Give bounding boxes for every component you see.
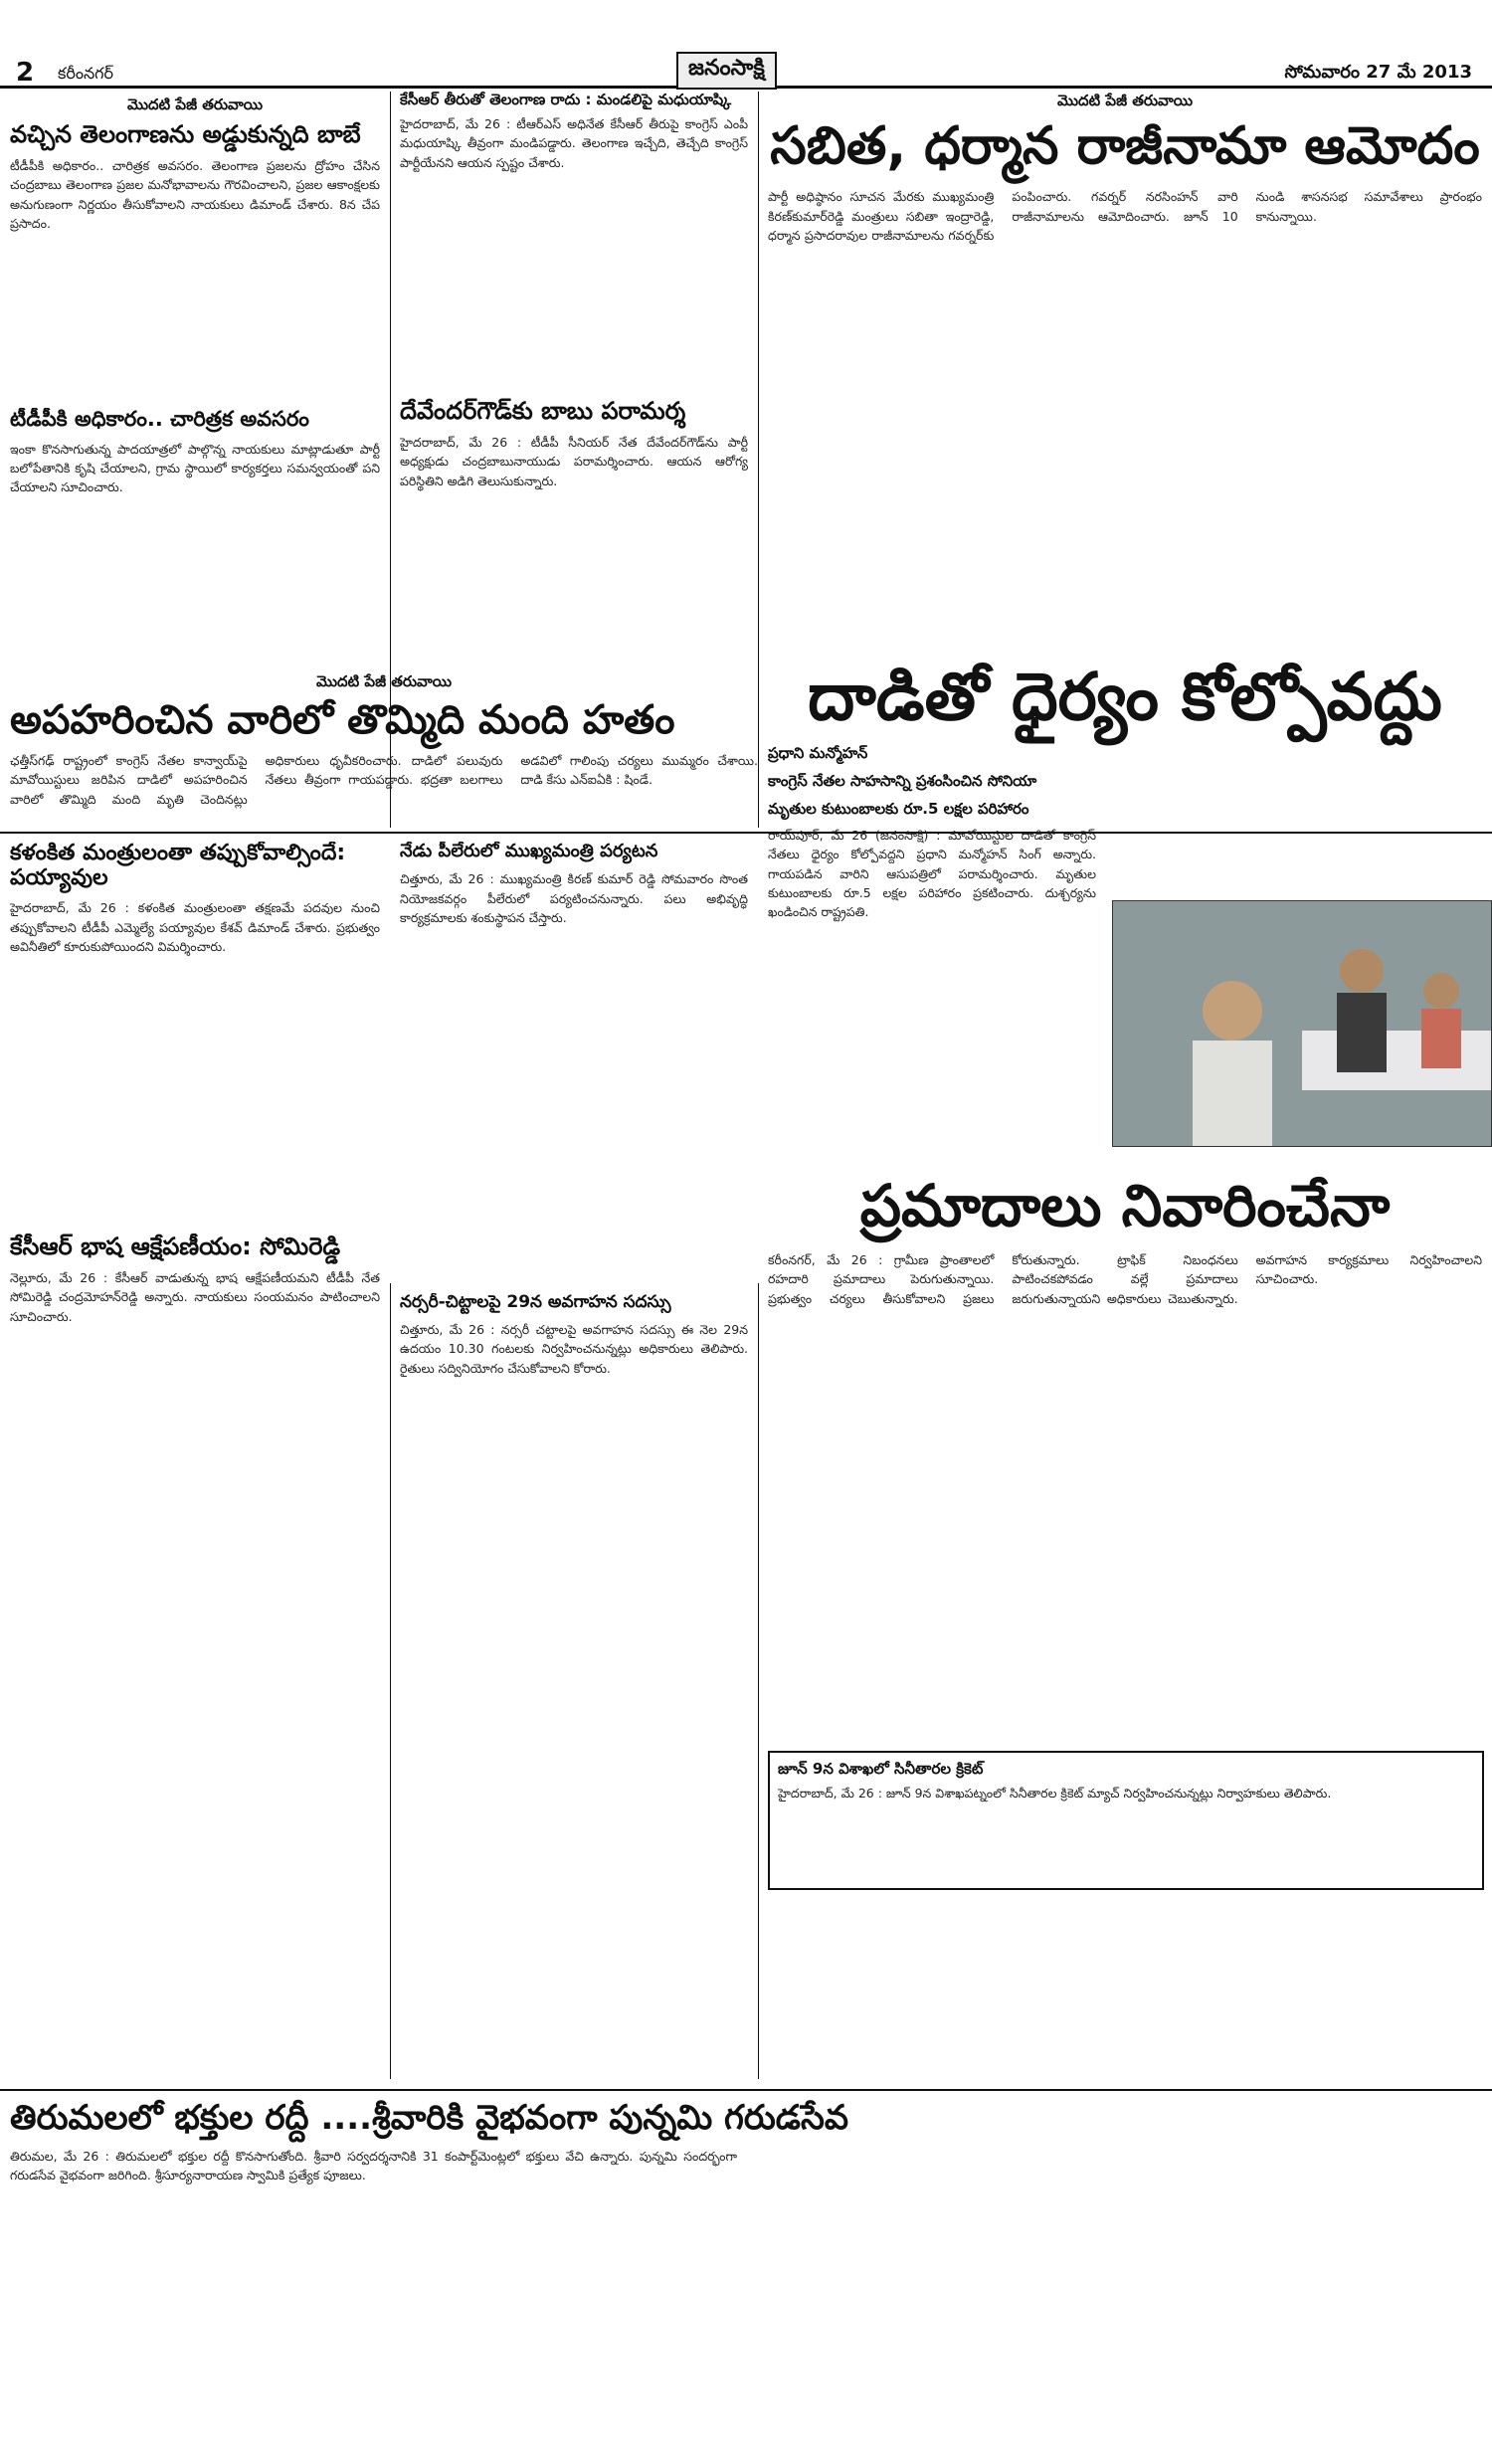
headline: వచ్చిన తెలంగాణను అడ్డుకున్నది బాబే <box>10 120 361 148</box>
column-rule <box>758 1283 759 2079</box>
section-rule <box>0 2089 1492 2091</box>
headline: కేసీఆర్ భాష ఆక్షేపణీయం: సోమిరెడ్డి <box>10 1233 341 1260</box>
headline: నర్సరీ-చిట్టాలపై 29న అవగాహన సదస్సు <box>400 1293 671 1312</box>
hospital-photo <box>1112 900 1492 1147</box>
headline: కేసీఆర్ తీరుతో తెలంగాణ రాదు : మండలిపై మధుయాష్కి <box>400 92 732 108</box>
article-cine-cricket <box>768 1751 1484 1890</box>
article-body: నెల్లూరు, మే 26 : కేసీఆర్ వాడుతున్న భాష ఆక్షేపణీయమని టీడీపీ నేత సోమిరెడ్డి చంద్రమోహన్‌రెడ్డి అన్నారు. నాయకులు సంయమనం పాటించాలని సూచించారు. <box>10 1269 380 1324</box>
article-body: కరీంనగర్, మే 26 : గ్రామీణ ప్రాంతాలలో రహదారి ప్రమాదాలు పెరుగుతున్నాయి. ప్రభుత్వం చర్యలు తీసుకోవాలని ప్రజలు కోరుతున్నారు. ట్రాఫిక్ నిబంధనలు పాటించకపోవడం వల్లే ప్రమాదాలు జరుగుతున్నాయని అధికారులు చెబుతున్నారు. అవగాహన కార్యక్రమాలు నిర్వహించాలని సూచించారు. <box>768 1251 1482 1306</box>
subheadline: మృతుల కుటుంబాలకు రూ.5 లక్షల పరిహారం <box>768 799 1029 818</box>
newspaper-logo: జనంసాక్షి <box>676 52 777 90</box>
article-tainted-ministers <box>10 842 380 1220</box>
article-body: రాయ్‌పూర్, మే 26 (జనంసాక్షి) : మావోయిస్టుల దాడితో కాంగ్రెస్ నేతలు ధైర్యం కోల్పోవద్దని ప్రధాని మన్మోహన్ సింగ్ అన్నారు. గాయపడిన వారిని ఆసుపత్రిలో పరామర్శించారు. మృతుల కుటుంబాలకు రూ.5 లక్షల పరిహారం ప్రకటించారు. దుశ్చర్యను ఖండించిన రాష్ట్రపతి. <box>768 827 1096 920</box>
article-body: చిత్తూరు, మే 26 : ముఖ్యమంత్రి కిరణ్ కుమార్ రెడ్డి సోమవారం సొంత నియోజకవర్గం పీలేరులో పర్యటించనున్నారు. పలు అభివృద్ధి కార్యక్రమాలకు శంకుస్థాపన చేస్తారు. <box>400 871 748 925</box>
article-body: హైదరాబాద్, మే 26 : టీడీపీ సీనియర్ నేత దేవేందర్‌గౌడ్‌ను పార్టీ అధ్యక్షుడు చంద్రబాబునాయుడు పరామర్శించారు. ఆయన ఆరోగ్య పరిస్థితిని అడిగి తెలుసుకున్నారు. <box>400 434 748 488</box>
headline: నేడు పీలేరులో ముఖ్యమంత్రి పర్యటన <box>400 842 658 861</box>
headline: కళంకిత మంత్రులంతా తప్పుకోవాల్సిందే: పయ్యావుల <box>10 842 346 890</box>
article-body: హైదరాబాద్, మే 26 : కళంకిత మంత్రులంతా తక్షణమే పదవుల నుంచి తప్పుకోవాలని టీడీపీ ఎమ్మెల్యే పయ్యావుల కేశవ్ డిమాండ్ చేశారు. ప్రభుత్వం అవినీతిలో కూరుకుపోయిందని విమర్శించారు. <box>10 900 380 954</box>
headline: దాడితో ధైర్యం కోల్పోవద్దు <box>808 661 1442 735</box>
article-tirumala <box>10 2099 1482 2437</box>
article-cm-tour <box>400 842 748 1239</box>
issue-date: సోమవారం 27 మే 2013 <box>1284 62 1472 83</box>
article-body: టీడీపీకి అధికారం.. చారిత్రక అవసరం. తెలంగాణ ప్రజలను ద్రోహం చేసిన చంద్రబాబు తెలంగాణ ప్రజల మనోభావాలను గౌరవించాలని, ప్రజల ఆకాంక్షలకు అనుగుణంగా నిర్ణయం తీసుకోవాలని నాయకులు డిమాండ్ చేశారు. 8న చేప ప్రసాదం. <box>10 157 380 231</box>
headline: తిరుమలలో భక్తుల రద్దీ ....శ్రీవారికి వైభవంగా పున్నమి గరుడసేవ <box>10 2099 849 2138</box>
article-body: తిరుమల, మే 26 : తిరుమలలో భక్తుల రద్దీ కొనసాగుతోంది. శ్రీవారి సర్వదర్శనానికి 31 కంపార్ట్‌మెంట్లలో భక్తులు వేచి ఉన్నారు. పున్నమి సందర్భంగా గరుడసేవ వైభవంగా జరిగింది. శ్రీసూర్యనారాయణ స్వామికి ప్రత్యేక పూజలు. <box>10 2149 737 2183</box>
headline: టీడీపీకి అధికారం.. చారిత్రక అవసరం <box>10 408 309 431</box>
edition-name: కరీంనగర్ <box>58 64 114 83</box>
page-number: 2 <box>16 58 35 88</box>
article-devender-goud <box>400 398 748 657</box>
column-rule <box>390 1283 391 2079</box>
headline: దేవేందర్‌గౌడ్‌కు బాబు పరామర్శ <box>400 398 686 425</box>
headline: జూన్ 9న విశాఖలో సినీతారల క్రికెట్ <box>778 1760 984 1778</box>
column-rule <box>758 92 759 828</box>
article-maoist-attack <box>10 672 758 822</box>
article-kcr-madhuyashki <box>400 92 748 390</box>
article-body: హైదరాబాద్, మే 26 : టీఆర్ఎస్ అధినేత కేసీఆర్ తీరుపై కాంగ్రెస్ ఎంపీ మధుయాష్కి తీవ్రంగా మండిపడ్డారు. తెలంగాణ ఇచ్చేది, తెచ్చేది కాంగ్రెస్ పార్టీయేనని ఆయన స్పష్టం చేశారు. <box>400 115 748 170</box>
masthead <box>0 0 1492 89</box>
article-body: చిత్తూరు, మే 26 : నర్సరీ చట్టాలపై అవగాహన సదస్సు ఈ నెల 29న ఉదయం 10.30 గంటలకు నిర్వహించనున్నట్లు అధికారులు తెలిపారు. రైతులు సద్వినియోగం చేసుకోవాలని కోరారు. <box>400 1322 748 1376</box>
article-body: పార్టీ అధిష్ఠానం సూచన మేరకు ముఖ్యమంత్రి కిరణ్‌కుమార్‌రెడ్డి మంత్రులు సబితా ఇంద్రారెడ్డి, ధర్మాన ప్రసాదరావుల రాజీనామాలను గవర్నర్‌కు పంపించారు. గవర్నర్ నరసింహన్ వారి రాజీనామాలను ఆమోదించారు. జూన్ 10 నుండి శాసనసభ సమావేశాలు ప్రారంభం కానున్నాయి. <box>768 189 1482 243</box>
kicker: మొదటి పేజీ తరువాయి <box>126 95 264 113</box>
article-body: ఇంకా కొనసాగుతున్న పాదయాత్రలో పాల్గొన్న నాయకులు మాట్లాడుతూ పార్టీ బలోపేతానికి కృషి చేయాలని, గ్రామ స్థాయిలో కార్యకర్తలు సమన్వయంతో పని చేయాలని సూచించారు. <box>10 441 380 495</box>
subheadline: కాంగ్రెస్ నేతల సాహసాన్ని ప్రశంసించిన సోనియా <box>768 771 1037 790</box>
article-telangana-babu <box>10 95 380 394</box>
article-kcr-language <box>10 1233 380 1651</box>
kicker: మొదటి పేజీ తరువాయి <box>315 672 453 690</box>
article-accidents <box>768 1174 1482 1731</box>
article-body: ఛత్తీస్‌గఢ్ రాష్ట్రంలో కాంగ్రెస్ నేతల కాన్వాయ్‌పై మావోయిస్టులు జరిపిన దాడిలో అపహరించిన వారిలో తొమ్మిది మంది మృతి చెందినట్లు అధికారులు ధృవీకరించారు. దాడిలో పలువురు నేతలు తీవ్రంగా గాయపడ్డారు. భద్రతా బలగాలు అడవిలో గాలింపు చర్యలు ముమ్మరం చేశాయి. దాడి కేసు ఎన్ఐఏకి : షిండే. <box>10 752 758 807</box>
article-sabitha-dharmana <box>768 92 1482 649</box>
article-nursery-awareness <box>400 1293 748 1711</box>
headline: సబిత, ధర్మాన రాజీనామా ఆమోదం <box>770 116 1480 176</box>
article-body: హైదరాబాద్, మే 26 : జూన్ 9న విశాఖపట్నంలో సినీతారల క్రికెట్ మ్యాచ్ నిర్వహించనున్నట్లు నిర్వాహకులు తెలిపారు. <box>778 1785 1332 1801</box>
kicker: ప్రధాని మన్మోహన్ <box>768 743 868 762</box>
headline: అపహరించిన వారిలో తొమ్మిది మంది హతం <box>10 697 675 743</box>
headline: ప్రమాదాలు నివారించేనా <box>859 1174 1391 1239</box>
article-tdp-power <box>10 408 380 666</box>
photo-illustration <box>1113 901 1491 1146</box>
kicker: మొదటి పేజీ తరువాయి <box>1056 92 1194 109</box>
